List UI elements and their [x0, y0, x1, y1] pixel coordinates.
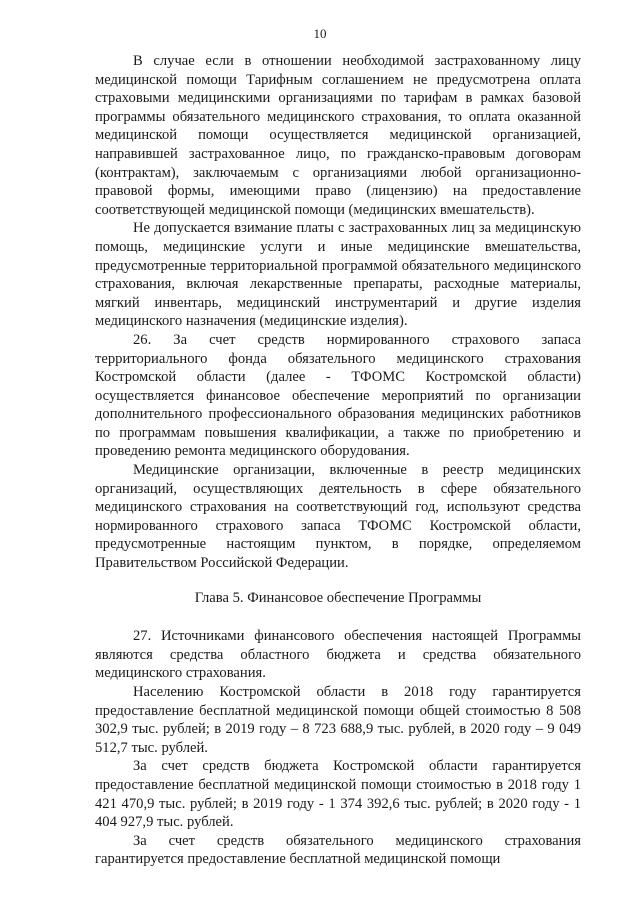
paragraph-item-27: 27. Источниками финансового обеспечения настоящей Программы являются средства областного бюджета и средства обязательного медицинского страхования.: [95, 628, 581, 682]
document-body: [95, 52, 581, 869]
paragraph-oms-funds: За счет средств обязательного медицинского страхования гарантируется предоставление бесплатной медицинской помощи: [95, 832, 581, 868]
paragraph-tariff-agreement: В случае если в отношении необходимой застрахованному лицу медицинской помощи Тарифным соглашением не предусмотрена оплата страховыми медицинскими организациями по тарифам в рамках базовой программы обязательного медицинского страхования, то оплата оказанной медицинской помощи осуществляется медицинской организацией, направившей застрахованное лицо, по гражданско-правовым договорам (контрактам), заключаемым с организациями любой организационно-правовой формы, имеющими право (лицензию) на предоставление соответствующей медицинской помощи (медицинских вмешательств).: [95, 53, 581, 218]
paragraph-total-cost: Населению Костромской области в 2018 году гарантируется предоставление бесплатной медицинской помощи общей стоимостью 8 508 302,9 тыс. рублей; в 2019 году – 8 723 688,9 тыс. рублей, в 2020 году – 9 049 512,7 тыс. рублей.: [95, 684, 581, 756]
paragraph-item-26: 26. За счет средств нормированного страхового запаса территориального фонда обязательного медицинского страхования Костромской области (далее - ТФОМС Костромской области) осуществляется финансовое обеспечение мероприятий по организации дополнительного профессионального образования медицинских работников по программам повышения квалификации, а также по приобретению и проведению ремонта медицинского оборудования.: [95, 331, 581, 460]
page-number: 10: [313, 26, 327, 41]
paragraph-regional-budget: За счет средств бюджета Костромской области гарантируется предоставление бесплатной медицинской помощи стоимостью в 2018 году 1 421 470,9 тыс. рублей; в 2019 году - 1 374 392,6 тыс. рублей; в 2020 году - 1 404 927,9 тыс. рублей.: [95, 758, 581, 831]
paragraph-no-fees: Не допускается взимание платы с застрахованных лиц за медицинскую помощь, медицинские услуги и иные медицинские вмешательства, предусмотренные территориальной программой обязательного медицинского страхования, включая лекарственные препараты, расходные материалы, мягкий инвентарь, медицинский инструментарий и другие изделия медицинского назначения (медицинские изделия).: [95, 220, 581, 330]
paragraph-reserve-usage: Медицинские организации, включенные в реестр медицинских организаций, осуществляющих деятельность в сфере обязательного медицинского страхования на соответствующий год, используют средства нормированного страхового запаса ТФОМС Костромской области, предусмотренные настоящим пунктом, в порядке, определяемом Правительством Российской Федерации.: [95, 462, 581, 572]
chapter-heading: Глава 5. Финансовое обеспечение Программы: [194, 589, 482, 606]
